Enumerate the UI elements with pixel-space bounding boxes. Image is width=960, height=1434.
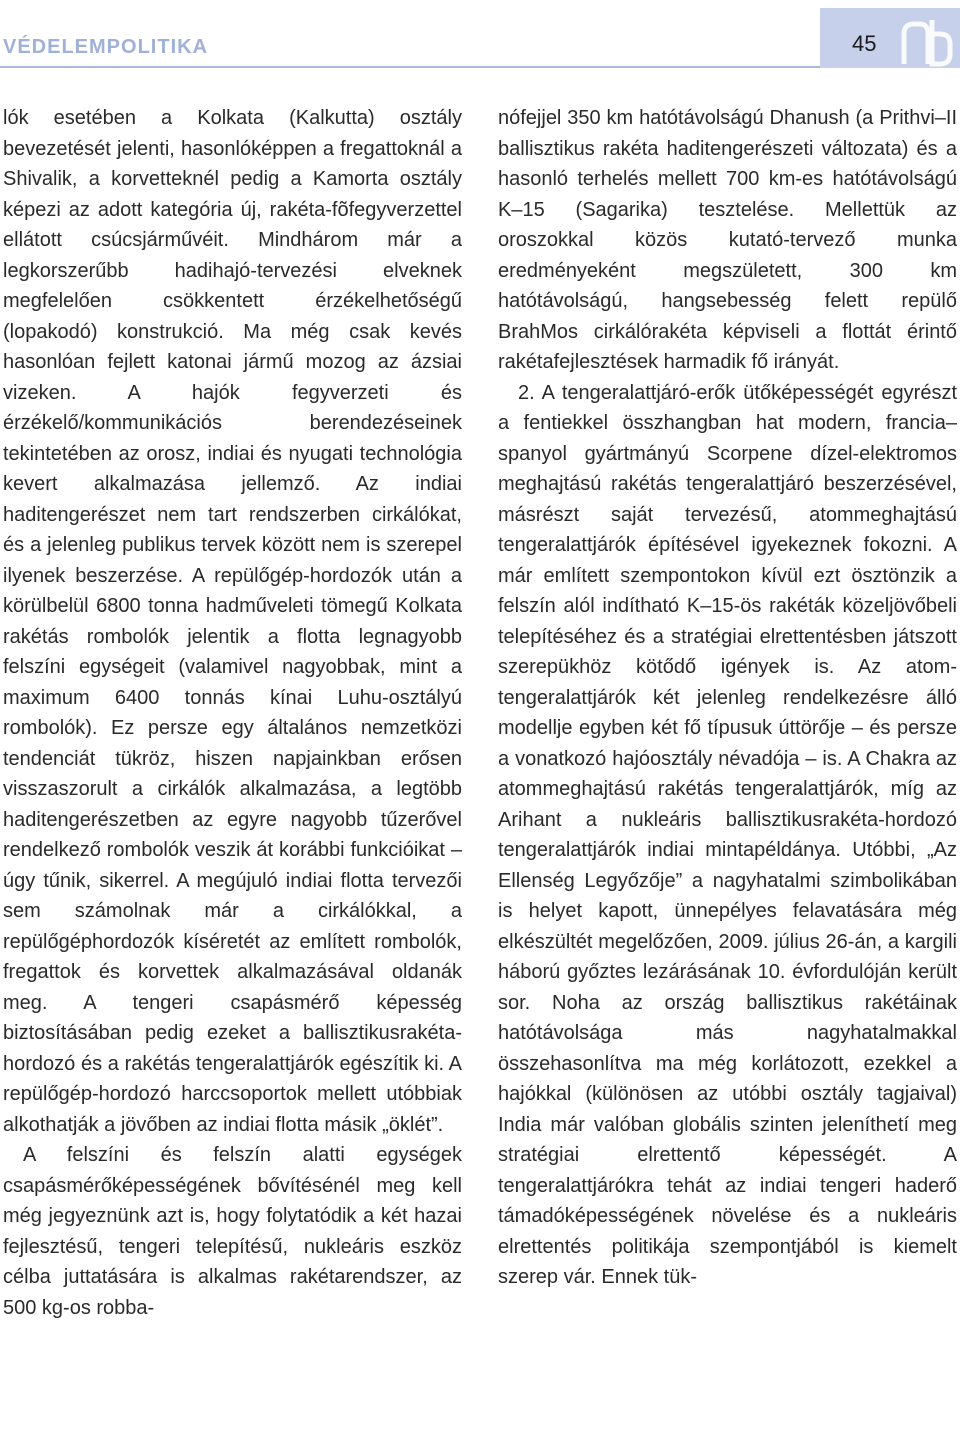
header-rule <box>0 66 960 68</box>
body-paragraph: nófejjel 350 km hatótávolságú Dhanush (a Prithvi–II ballisztikus rakéta haditengerészeti változata) és a hasonló terhelés mellett 700 km-es hatótávolságú K–15 (Sagarika) tesztelése. Mellettük az oroszokkal közös kutató-tervező munka eredményeként megszületett, 300 km hatótávolságú, hangsebesség felett repülő BrahMos cirkálórakéta képviseli a flottát érintő rakétafejlesztések harmadik fő irányát. <box>498 107 957 373</box>
page-number: 45 <box>852 31 877 56</box>
page-number-badge <box>820 8 960 68</box>
body-paragraph: lók esetében a Kolkata (Kalkutta) osztály bevezetését jelenti, hasonlóképpen a fregattoknál a Shivalik, a korvetteknél pedig a Kamorta osztály képezi az adott kategória új, rakéta-fõfegyverzettel ellátott csúcsjárművéit. Mindhárom már a legkorszerűbb hadihajó-tervezési elveknek megfelelően csökkentett érzékelhetőségű (lopakodó) konstrukció. Ma még csak kevés hasonlóan fejlett katonai jármű mozog az ázsiai vizeken. A hajók fegyverzeti és érzékelő/kommunikációs berendezéseinek tekintetében az orosz, indiai és nyugati technológia kevert alkalmazása jellemző. Az indiai haditengerészet nem tart rendszerben cirkálókat, és a jelenleg publikus tervek között nem is szerepel ilyenek beszerzése. A repülőgép-hordozók után a körülbelül 6800 tonna hadműveleti tömegű Kolkata rakétás rombolók jelentik a flotta legnagyobb felszíni egységeit (valamivel nagyobbak, mint a maximum 6400 tonnás kínai Luhu-osztályú rombolók). Ez persze egy általános nemzetközi tendenciát tükröz, hiszen napjainkban erősen visszaszorult a cirkálók alkalmazása, a legtöbb haditengerészetben az egyre nagyobb tűzerővel rendelkező rombolók veszik át korábbi funkcióikat – úgy tűnik, sikerrel. A megújuló indiai flotta tervezői sem számolnak már a cirkálókkal, a repülőgéphordozók kíséretét az említett rombolók, fregattok és korvettek alkalmazásával oldanák meg. A tengeri csapásmérő képesség biztosításában pedig ezeket a ballisztikusrakéta-hordozó és a rakétás tengeralattjárók egészítik ki. A repülőgép-hordozó harccsoportok mellett utóbbiak alkothatják a jövőben az indiai flotta másik „öklét”. <box>3 107 462 1136</box>
publisher-logo-icon <box>898 16 954 68</box>
right-column <box>498 103 957 1293</box>
section-title: VÉDELEMPOLITIKA <box>3 36 209 58</box>
body-paragraph: A felszíni és felszín alatti egységek csapásmérőképességének bővítésénél meg kell még jegyeznünk azt is, hogy folytatódik a két hazai fejlesztésű, tengeri telepítésű, nukleáris eszköz célba juttatására is alkalmas rakétarendszer, az 500 kg-os robba- <box>3 1144 462 1319</box>
left-column <box>3 103 462 1323</box>
body-paragraph: 2. A tengeralattjáró-erők ütőképességét egyrészt a fentiekkel összhangban hat modern, francia–spanyol gyártmányú Scorpene dízel-elektromos meghajtású rakétás tengeralattjáró beszerzésével, másrészt saját tervezésű, atommeghajtású tengeralattjárók építésével igyekeznek fokozni. A már említett szempontokon kívül ezt ösztönzik a felszín alól indítható K–15-ös rakéták közeljövőbeli telepítéséhez és a stratégiai elrettentésben játszott szerepükhöz kötődő igények is. Az atom-tengeralattjárók két jelenleg rendelkezésre álló modellje egyben két fő típusuk úttörője – és persze a vonatkozó hajóosztály névadója – is. A Chakra az atommeghajtású rakétás tengeralattjárók, míg az Arihant a nukleáris ballisztikusrakéta-hordozó tengeralattjárók indiai mintapéldánya. Utóbbi, „Az Ellenség Legyőzője” a nagyhatalmi szimbolikában is helyet kapott, ünnepélyes felavatására még elkészültét megelőzően, 2009. július 26-án, a kargili háború győztes lezárásának 10. évfordulóján került sor. Noha az ország ballisztikus rakétáinak hatótávolsága más nagyhatalmakkal összehasonlítva ma még korlátozott, ezekkel a hajókkal (különösen az utóbbi osztály tagjaival) India már valóban globális szinten jeleníthetí meg stratégiai elrettentő képességét. A tengeralattjárókra tehát az indiai tengeri haderő támadóképességének növelése és a nukleáris elrettentés politikája szempontjából is kiemelt szerep vár. Ennek tük- <box>498 381 957 1288</box>
